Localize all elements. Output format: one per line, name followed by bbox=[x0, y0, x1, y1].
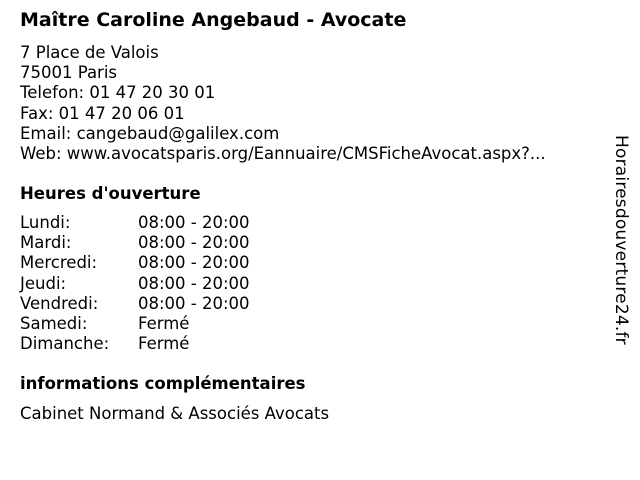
fax-number: Fax: 01 47 20 06 01 bbox=[20, 103, 185, 123]
day-label: Mardi: bbox=[20, 233, 72, 253]
hours-row-monday bbox=[20, 213, 250, 233]
site-watermark: Horairesdouverture24.fr bbox=[611, 135, 631, 345]
extra-info-heading: informations complémentaires bbox=[20, 374, 306, 393]
email-address: Email: cangebaud@galilex.com bbox=[20, 123, 280, 143]
website-url: Web: www.avocatsparis.org/Eannuaire/CMSFicheAvocat.aspx?... bbox=[20, 144, 546, 164]
day-hours: 08:00 - 20:00 bbox=[138, 253, 250, 273]
hours-row-sunday bbox=[20, 334, 250, 354]
day-hours: 08:00 - 20:00 bbox=[138, 233, 250, 253]
day-label: Mercredi: bbox=[20, 253, 98, 273]
day-label: Samedi: bbox=[20, 314, 88, 334]
day-hours: 08:00 - 20:00 bbox=[138, 273, 250, 293]
address-street: 7 Place de Valois bbox=[20, 43, 159, 62]
page-title: Maître Caroline Angebaud - Avocate bbox=[20, 9, 407, 31]
day-hours: 08:00 - 20:00 bbox=[138, 293, 250, 313]
contact-info bbox=[20, 43, 546, 164]
hours-heading: Heures d'ouverture bbox=[20, 184, 201, 203]
extra-info-text: Cabinet Normand & Associés Avocats bbox=[20, 404, 330, 423]
hours-table bbox=[20, 213, 250, 354]
day-label: Jeudi: bbox=[20, 273, 67, 293]
day-hours: 08:00 - 20:00 bbox=[138, 213, 250, 232]
day-label: Dimanche: bbox=[20, 334, 110, 354]
hours-row-thursday bbox=[20, 274, 250, 294]
address-city: 75001 Paris bbox=[20, 63, 118, 83]
hours-row-wednesday bbox=[20, 253, 250, 273]
hours-row-saturday bbox=[20, 314, 250, 334]
day-label: Lundi: bbox=[20, 213, 71, 232]
day-hours: Fermé bbox=[138, 314, 190, 334]
phone-number: Telefon: 01 47 20 30 01 bbox=[20, 83, 216, 103]
day-label: Vendredi: bbox=[20, 293, 99, 313]
hours-row-tuesday bbox=[20, 233, 250, 253]
day-hours: Fermé bbox=[138, 334, 190, 354]
hours-row-friday bbox=[20, 294, 250, 314]
